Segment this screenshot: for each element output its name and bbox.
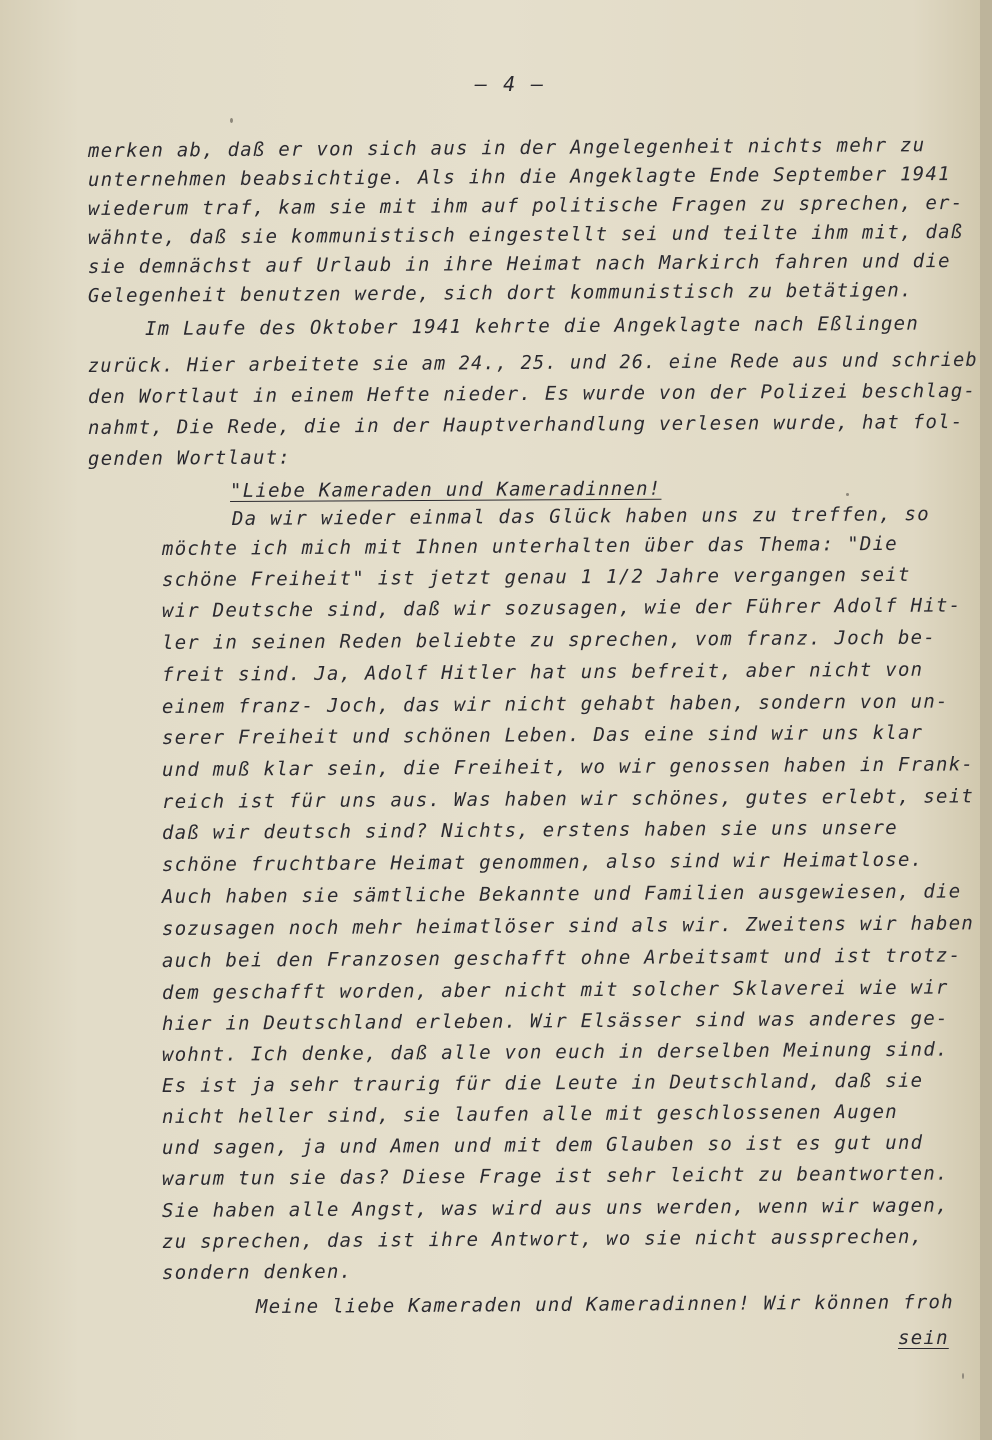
- speech-line: freit sind. Ja, Adolf Hitler hat uns befreit, aber nicht von: [161, 658, 924, 686]
- text-line: unternehmen beabsichtige. Als ihn die Angeklagte Ende September 1941: [87, 162, 951, 191]
- text-line: wähnte, daß sie kommunistisch eingestellt sei und teilte ihm mit, daß: [87, 220, 964, 249]
- text-line: nahmt, Die Rede, die in der Hauptverhandlung verlesen wurde, hat fol-: [87, 410, 964, 439]
- speech-line: einem franz- Joch, das wir nicht gehabt haben, sondern von un-: [161, 690, 949, 718]
- speech-line: warum tun sie das? Diese Frage ist sehr leicht zu beantworten.: [161, 1162, 949, 1190]
- page-edge-shadow: [980, 0, 992, 1440]
- speech-line: wir Deutsche sind, daß wir sozusagen, wie der Führer Adolf Hit-: [161, 594, 962, 622]
- speech-line: sondern denken.: [161, 1260, 353, 1284]
- text-line: wiederum traf, kam sie mit ihm auf politische Fragen zu sprechen, er-: [87, 191, 964, 220]
- speech-line: möchte ich mich mit Ihnen unterhalten über das Thema: "Die: [161, 532, 899, 560]
- text-line: den Wortlaut in einem Hefte nieder. Es wurde von der Polizei beschlag-: [87, 379, 977, 408]
- speech-line: auch bei den Franzosen geschafft ohne Arbeitsamt und ist trotz-: [161, 944, 962, 972]
- speech-line: wohnt. Ich denke, daß alle von euch in derselben Meinung sind.: [161, 1038, 949, 1066]
- paper-speck: [230, 118, 233, 123]
- paper-speck: [962, 1373, 964, 1379]
- speech-line: sozusagen noch mehr heimatlöser sind als wir. Zweitens wir haben: [161, 912, 975, 940]
- catchword: sein: [898, 1327, 949, 1349]
- speech-line: Sie haben alle Angst, was wird aus uns werden, wenn wir wagen,: [161, 1194, 949, 1222]
- text-line: Im Laufe des Oktober 1941 kehrte die Angeklagte nach Eßlingen: [144, 312, 920, 340]
- speech-line: daß wir deutsch sind? Nichts, erstens haben sie uns unsere: [161, 816, 899, 844]
- speech-line: nicht heller sind, sie laufen alle mit geschlossenen Augen: [161, 1100, 899, 1128]
- speech-line: schöne Freiheit" ist jetzt genau 1 1/2 Jahre vergangen seit: [161, 563, 911, 591]
- speech-line: und muß klar sein, die Freiheit, wo wir genossen haben in Frank-: [161, 753, 975, 781]
- speech-line: zu sprechen, das ist ihre Antwort, wo sie nicht aussprechen,: [161, 1225, 924, 1253]
- text-line: Gelegenheit benutzen werde, sich dort kommunistisch zu betätigen.: [87, 279, 913, 307]
- text-line: sie demnächst auf Urlaub in ihre Heimat nach Markirch fahren und die: [87, 249, 951, 278]
- page-number: – 4 –: [475, 72, 546, 96]
- speech-line: Es ist ja sehr traurig für die Leute in Deutschland, daß sie: [161, 1069, 924, 1097]
- text-line: zurück. Hier arbeitete sie am 24., 25. und 26. eine Rede aus und schrieb: [87, 348, 978, 377]
- speech-line: dem geschafft worden, aber nicht mit solcher Sklaverei wie wir: [161, 976, 949, 1004]
- text-line: merken ab, daß er von sich aus in der Angelegenheit nichts mehr zu: [87, 134, 926, 162]
- closing-line: Meine liebe Kameraden und Kameradinnen! Wir können froh: [255, 1291, 954, 1318]
- speech-line: Da wir wieder einmal das Glück haben uns zu treffen, so: [231, 503, 930, 530]
- text-line: genden Wortlaut:: [87, 446, 292, 470]
- speech-line: ler in seinen Reden beliebte zu sprechen, vom franz. Joch be-: [161, 626, 937, 654]
- speech-line: schöne fruchtbare Heimat genommen, also sind wir Heimatlose.: [161, 848, 924, 876]
- speech-line: hier in Deutschland erleben. Wir Elsässer sind was anderes ge-: [161, 1007, 949, 1035]
- speech-line: und sagen, ja und Amen und mit dem Glauben so ist es gut und: [161, 1131, 924, 1159]
- paper-speck: [846, 493, 849, 496]
- speech-line: Auch haben sie sämtliche Bekannte und Familien ausgewiesen, die: [161, 880, 962, 908]
- speech-line: reich ist für uns aus. Was haben wir schönes, gutes erlebt, seit: [161, 785, 975, 813]
- speech-salutation: "Liebe Kameraden und Kameradinnen!: [229, 477, 662, 502]
- speech-line: serer Freiheit und schönen Leben. Das eine sind wir uns klar: [161, 721, 924, 749]
